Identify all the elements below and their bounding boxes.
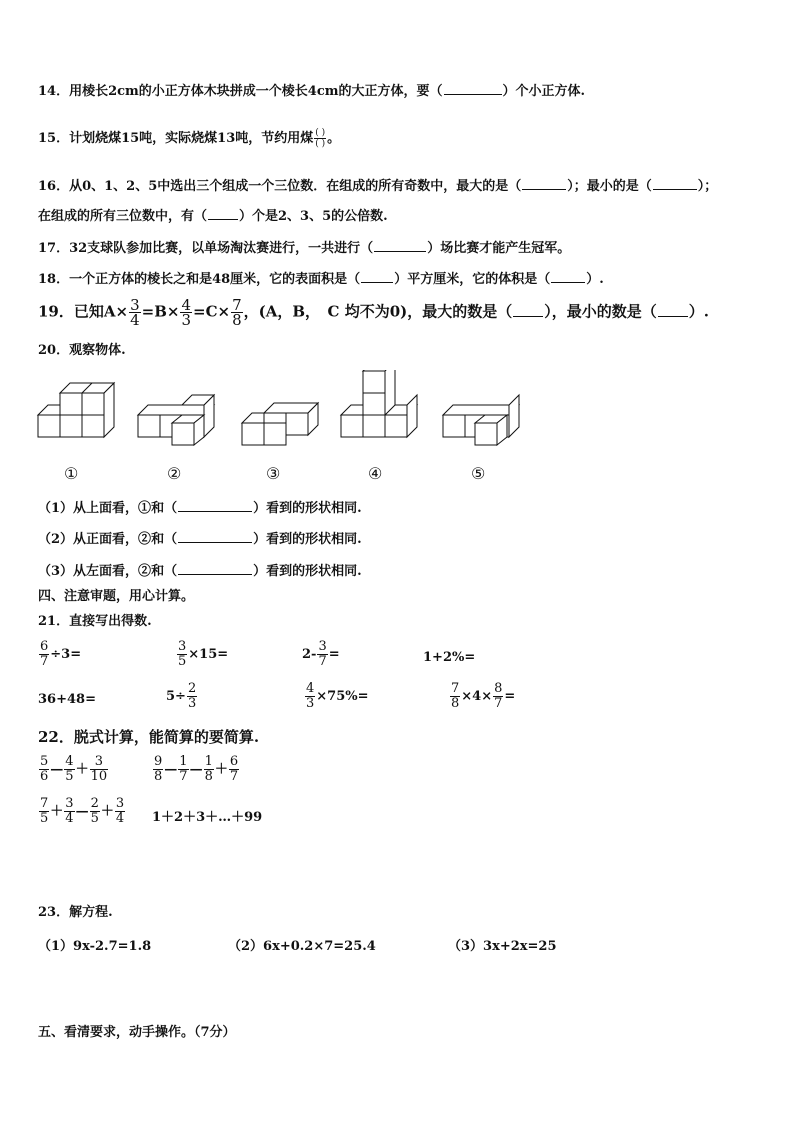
q23-eq3: （3）3x+2x=25 (448, 939, 557, 954)
q23-eq1: （1）9x-2.7=1.8 (38, 939, 152, 954)
fraction: $\frac{3}{4}$ (130, 296, 140, 329)
cube-figures (30, 370, 520, 460)
figure-1 (38, 383, 114, 437)
figure-label-5: ⑤ (471, 464, 486, 483)
q23: 23．解方程. (38, 905, 113, 920)
answer-blank[interactable] (208, 205, 238, 220)
q19: 19．已知A× $\frac{3}{4}$ =B× $\frac{4}{3}$ =C× $\frac{7}{8}$ ，(A，B， C 均不为0)，最大的数是（ ），最小的数是（ ）. (38, 296, 710, 329)
q22-expr3: $\frac{7}{5}$ ＋ $\frac{3}{4}$ — $\frac{2}{5}$ ＋ $\frac{3}{4}$ (40, 796, 125, 826)
q17: 17．32支球队参加比赛，以单场淘汰赛进行，一共进行（ ）场比赛才能产生冠军。 (38, 237, 570, 259)
answer-blank[interactable] (374, 237, 426, 252)
q23-eq2: （2）6x+0.2×7=25.4 (228, 939, 376, 954)
fraction: $\frac{7}{8}$ (232, 296, 242, 329)
q16-line2: 在组成的所有三位数中，有（ ）个是2、3、5的公倍数. (38, 205, 388, 227)
q21-r2c3: $\frac{4}{3}$ ×75%= (306, 681, 369, 711)
answer-blank[interactable] (178, 497, 252, 512)
q21-r2c4: $\frac{7}{8}$ ×4× $\frac{8}{7}$ = (451, 681, 516, 711)
q22-expr4: 1＋2＋3＋…＋99 (152, 810, 263, 825)
section-5-heading: 五、看清要求，动手操作。（7分） (38, 1025, 236, 1040)
q20: 20．观察物体. (38, 343, 126, 358)
q20-sub1: （1）从上面看，①和（ ）看到的形状相同. (38, 497, 362, 519)
answer-blank[interactable] (178, 560, 252, 575)
answer-blank[interactable] (444, 80, 502, 95)
q15: 15．计划烧煤15吨，实际烧煤13吨，节约用煤 $\frac{( )}{( )}$ 。 (38, 128, 341, 149)
q21-r2c2: 5÷ $\frac{2}{3}$ (166, 681, 197, 711)
q22-expr2: $\frac{9}{8}$ — $\frac{1}{7}$ — $\frac{1}{8}$ ＋ $\frac{6}{7}$ (154, 754, 239, 784)
q21-r1c1: $\frac{6}{7}$ ÷3= (40, 639, 82, 669)
figure-label-2: ② (167, 464, 182, 483)
q14: 14．用棱长2cm的小正方体木块拼成一个棱长4cm的大正方体，要（ ）个小正方体. (38, 80, 585, 102)
fraction: $\frac{4}{3}$ (181, 296, 192, 329)
answer-blank[interactable] (361, 268, 393, 283)
q22: 22．脱式计算，能简算的要简算. (38, 728, 260, 746)
fraction-blank[interactable]: $\frac{( )}{( )}$ (315, 128, 326, 149)
answer-blank[interactable] (178, 528, 252, 543)
figure-2 (138, 395, 214, 445)
answer-blank[interactable] (658, 302, 688, 317)
answer-blank[interactable] (551, 268, 585, 283)
q14-number: 14． (38, 84, 70, 99)
figure-5 (443, 395, 519, 445)
q16: 16．从0、1、2、5中选出三个组成一个三位数．在组成的所有奇数中，最大的是（ ）；最小的是（ ）； (38, 175, 717, 197)
q21-r1c4: 1+2%= (423, 650, 476, 665)
q21-r2c1: 36+48= (38, 692, 96, 707)
q20-sub2: （2）从正面看，②和（ ）看到的形状相同. (38, 528, 362, 550)
q21-r1c2: $\frac{3}{5}$ ×15= (178, 639, 229, 669)
figure-4 (341, 370, 417, 437)
answer-blank[interactable] (653, 175, 697, 190)
section-4-heading: 四、注意审题，用心计算。 (38, 589, 195, 604)
answer-blank[interactable] (522, 175, 566, 190)
figure-3 (242, 403, 318, 445)
answer-blank[interactable] (513, 302, 543, 317)
figure-label-3: ③ (266, 464, 281, 483)
q21-r1c3: 2- $\frac{3}{7}$ = (302, 639, 340, 669)
q18: 18．一个正方体的棱长之和是48厘米，它的表面积是（ ）平方厘米，它的体积是（ ）. (38, 268, 604, 290)
figure-label-4: ④ (368, 464, 383, 483)
q21: 21．直接写出得数. (38, 614, 152, 629)
q20-sub3: （3）从左面看，②和（ ）看到的形状相同. (38, 560, 362, 582)
figure-label-1: ① (64, 464, 79, 483)
q22-expr1: $\frac{5}{6}$ — $\frac{4}{5}$ ＋ $\frac{3}{10}$ (40, 754, 108, 784)
